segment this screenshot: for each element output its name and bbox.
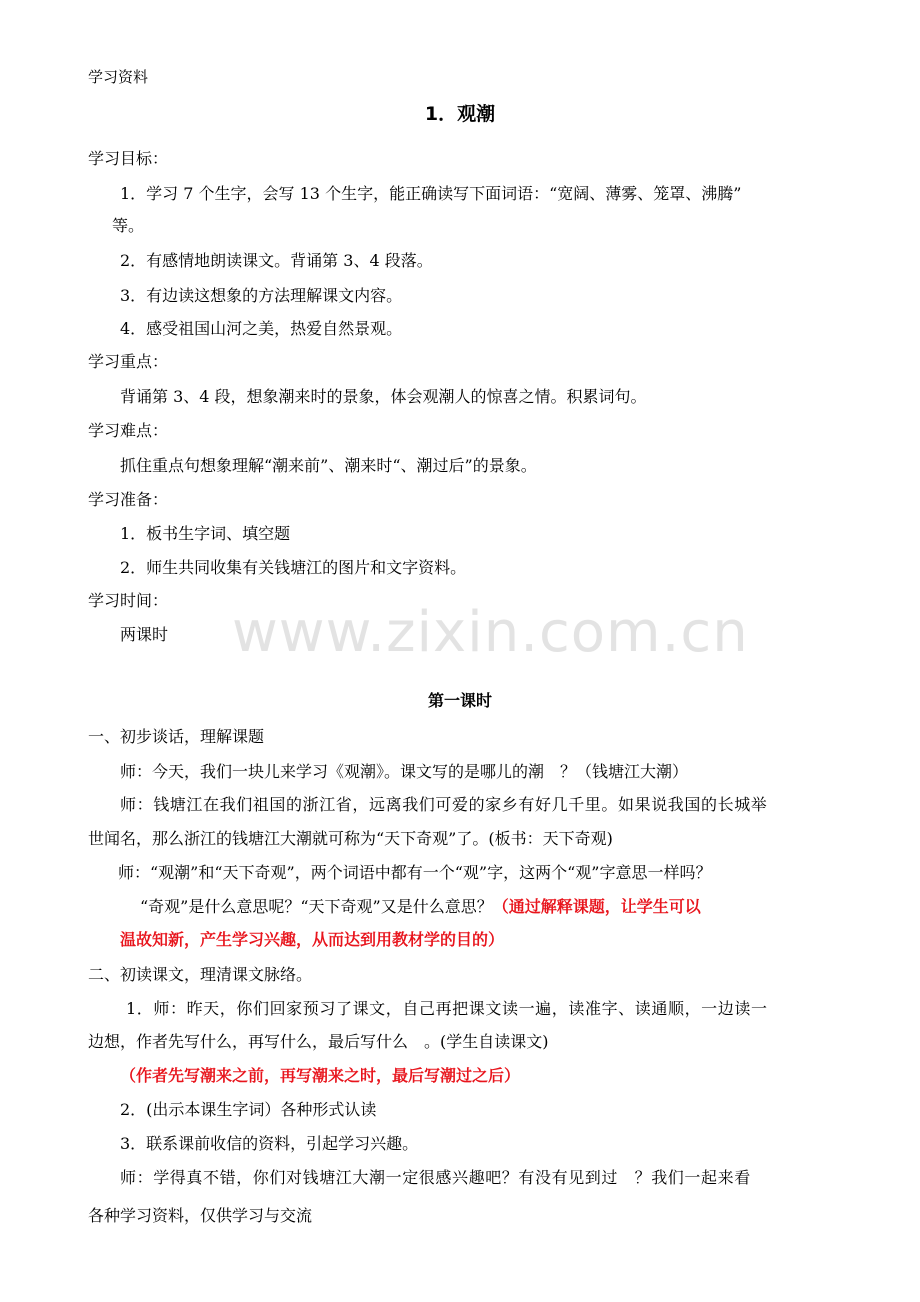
time-text: 两课时 <box>120 625 169 644</box>
dialogue-line-3: 师：“观潮”和“天下奇观”，两个词语中都有一个“观”字，这两个“观”字意思一样吗？ <box>118 863 712 882</box>
section-heading-difficulties: 学习难点： <box>88 421 169 440</box>
goal-item-4: 4．感受祖国山河之美，热爱自然景观。 <box>120 319 403 338</box>
section-heading-key-points: 学习重点： <box>88 352 169 371</box>
section-heading-goals: 学习目标： <box>88 149 169 168</box>
step-1-text-cont: 边想，作者先写什么，再写什么，最后写什么 。(学生自读课文) <box>88 1032 549 1051</box>
dialogue-line-2-cont: 世闻名，那么浙江的钱塘江大潮就可称为“天下奇观”了。(板书：天下奇观) <box>88 829 613 848</box>
page-header: 学习资料 <box>88 68 149 86</box>
preparation-item-1: 1．板书生字词、填空题 <box>120 524 291 543</box>
goal-item-1: 1．学习 7 个生字，会写 13 个生字，能正确读写下面词语：“宽阔、薄雾、笼罩、沸腾” <box>120 184 742 203</box>
difficulties-text: 抓住重点句想象理解“潮来前”、潮来时“、潮过后”的景象。 <box>120 456 537 475</box>
teaching-note-2: （作者先写潮来之前，再写潮来之时，最后写潮过之后） <box>120 1066 521 1085</box>
goal-item-1-cont: 等。 <box>112 216 145 235</box>
page-footer: 各种学习资料，仅供学习与交流 <box>88 1206 313 1225</box>
step-2-text: 2．(出示本课生字词）各种形式认读 <box>120 1100 377 1119</box>
part-two-heading: 二、初读课文，理清课文脉络。 <box>88 965 313 984</box>
question-text: “奇观”是什么意思呢？“天下奇观”又是什么意思？ <box>140 897 493 916</box>
key-points-text: 背诵第 3、4 段，想象潮来时的景象，体会观潮人的惊喜之情。积累词句。 <box>120 387 647 406</box>
step-3-text: 3．联系课前收信的资料，引起学习兴趣。 <box>120 1134 419 1153</box>
part-one-heading: 一、初步谈话，理解课题 <box>88 727 265 746</box>
goal-item-2: 2．有感情地朗读课文。背诵第 3、4 段落。 <box>120 251 433 270</box>
dialogue-line-1: 师：今天，我们一块儿来学习《观潮》。课文写的是哪儿的潮 ？（钱塘江大潮） <box>120 762 689 781</box>
dialogue-line-4: 师：学得真不错，你们对钱塘江大潮一定很感兴趣吧？有没有见到过 ？我们一起来看 <box>120 1168 751 1187</box>
section-heading-preparation: 学习准备： <box>88 490 169 509</box>
dialogue-line-2: 师：钱塘江在我们祖国的浙江省，远离我们可爱的家乡有好几千里。如果说我国的长城举 <box>120 795 768 814</box>
page-title: 1．观潮 <box>424 103 496 125</box>
preparation-item-2: 2．师生共同收集有关钱塘江的图片和文字资料。 <box>120 558 467 577</box>
teaching-note-1: （通过解释课题，让学生可以 <box>492 897 701 916</box>
section-heading-time: 学习时间： <box>88 591 169 610</box>
teaching-note-1-cont: 温故知新，产生学习兴趣，从而达到用教材学的目的） <box>120 930 505 949</box>
dialogue-line-3-cont <box>140 896 701 918</box>
watermark: www.zixin.com.cn <box>232 600 749 665</box>
step-1-text: 1．师：昨天，你们回家预习了课文，自己再把课文读一遍，读准字、读通顺，一边读一 <box>126 999 768 1018</box>
goal-item-3: 3．有边读这想象的方法理解课文内容。 <box>120 286 403 305</box>
lesson-subtitle: 第一课时 <box>427 691 492 710</box>
